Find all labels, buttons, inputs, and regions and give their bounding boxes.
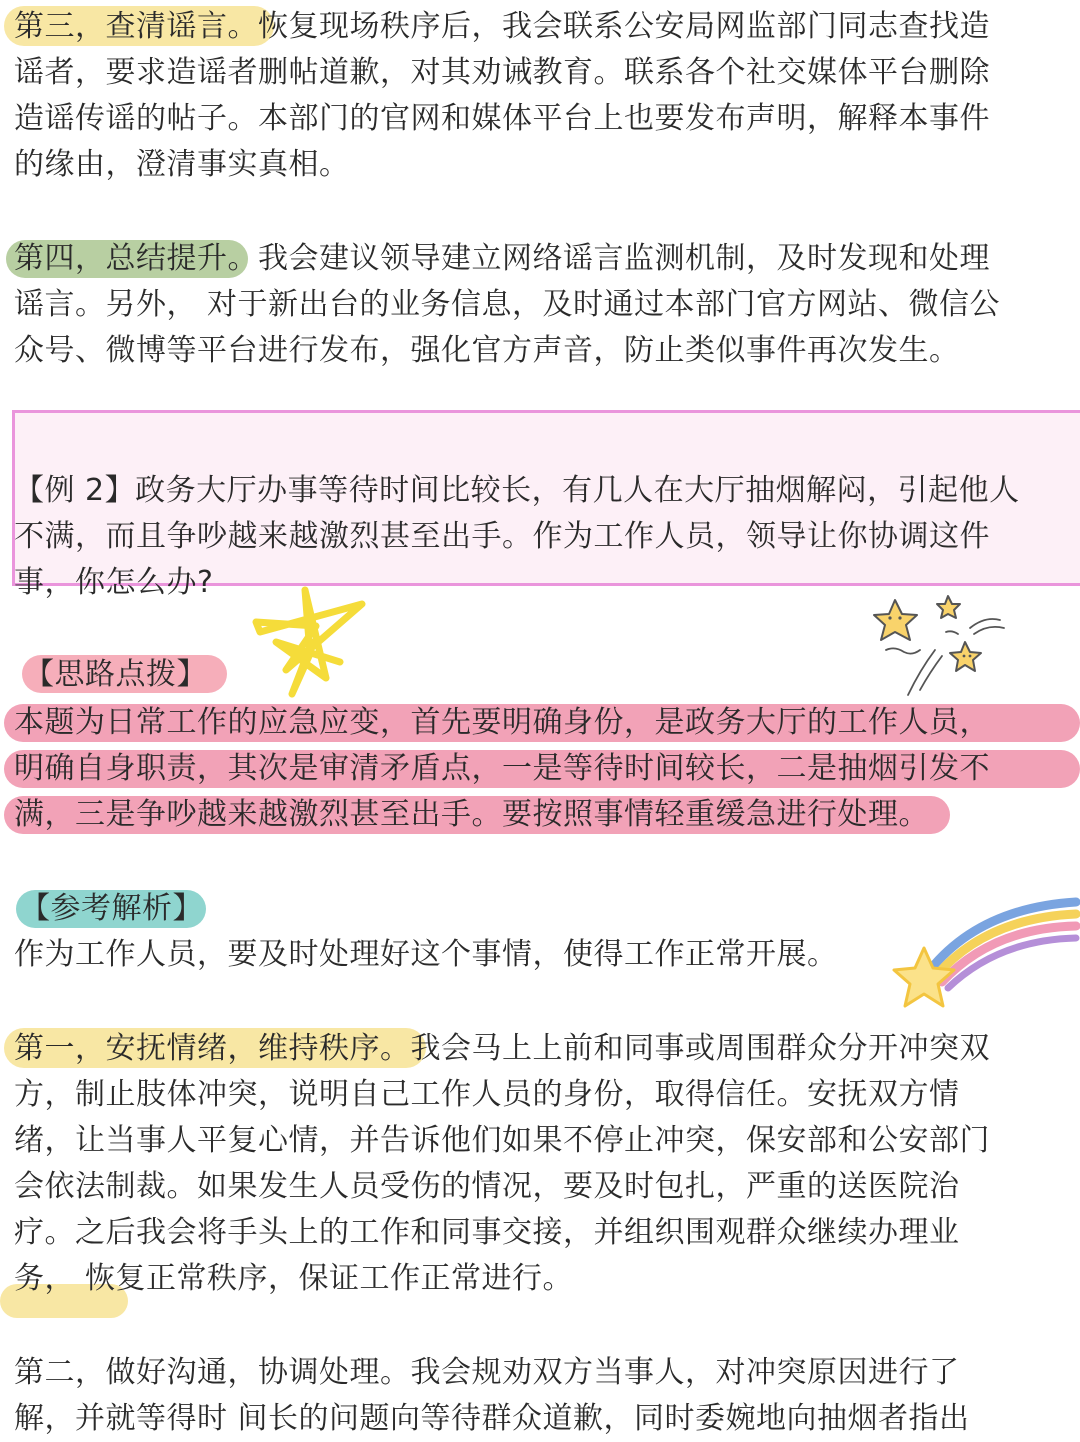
step1-line-2: 方，制止肢体冲突，说明自己工作人员的身份，取得信任。安抚双方情 [14, 1077, 960, 1112]
analysis-label: 【参考解析】 [20, 891, 203, 926]
analysis-line-1: 作为工作人员，要及时处理好这个事情，使得工作正常开展。 [14, 937, 838, 972]
hint-label: 【思路点拨】 [24, 657, 207, 692]
section3-line-3: 造谣传谣的帖子。本部门的官网和媒体平台上也要发布声明，解释本事件 [14, 101, 990, 136]
section4-line-1: 第四，总结提升。我会建议领导建立网络谣言监测机制，及时发现和处理 [14, 241, 990, 276]
hint-line-2: 明确自身职责，其次是审清矛盾点，一是等待时间较长，二是抽烟引发不 [14, 751, 990, 786]
step1-line-3: 绪，让当事人平复心情，并告诉他们如果不停止冲突，保安部和公安部门 [14, 1123, 990, 1158]
step2-line-2: 解，并就等得时 间长的问题向等待群众道歉，同时委婉地向抽烟者指出 [14, 1401, 970, 1436]
section4-line-2: 谣言。另外， 对于新出台的业务信息，及时通过本部门官方网站、微信公 [14, 287, 1001, 322]
step1-line-5: 疗。之后我会将手头上的工作和同事交接，并组织围观群众继续办理业 [14, 1215, 960, 1250]
step2-line-1: 第二，做好沟通，协调处理。我会规劝双方当事人，对冲突原因进行了 [14, 1355, 960, 1390]
step1-line-4: 会依法制裁。如果发生人员受伤的情况，要及时包扎，严重的送医院治 [14, 1169, 960, 1204]
hint-line-3: 满，三是争吵越来越激烈甚至出手。要按照事情轻重缓急进行处理。 [14, 797, 929, 832]
section3-line-1: 第三，查清谣言。恢复现场秩序后，我会联系公安局网监部门同志查找造 [14, 9, 990, 44]
section3-line-2: 谣者，要求造谣者删帖道歉，对其劝诫教育。联系各个社交媒体平台删除 [14, 55, 990, 90]
example-line-2: 不满，而且争吵越来越激烈甚至出手。作为工作人员，领导让你协调这件 [14, 519, 990, 554]
section3-line-4: 的缘由，澄清事实真相。 [14, 147, 350, 182]
section4-line-3: 众号、微博等平台进行发布，强化官方声音，防止类似事件再次发生。 [14, 333, 960, 368]
step1-line-1: 第一，安抚情绪，维持秩序。我会马上上前和同事或周围群众分开冲突双 [14, 1031, 990, 1066]
example-line-3: 事，你怎么办? [14, 565, 214, 600]
example-line-1: 【例 2】政务大厅办事等待时间比较长，有几人在大厅抽烟解闷，引起他人 [14, 473, 1020, 508]
hint-line-1: 本题为日常工作的应急应变，首先要明确身份，是政务大厅的工作人员， [14, 705, 990, 740]
step1-line-6: 务， 恢复正常秩序，保证工作正常进行。 [14, 1261, 574, 1296]
rainbow-star-icon [890, 890, 1080, 1020]
